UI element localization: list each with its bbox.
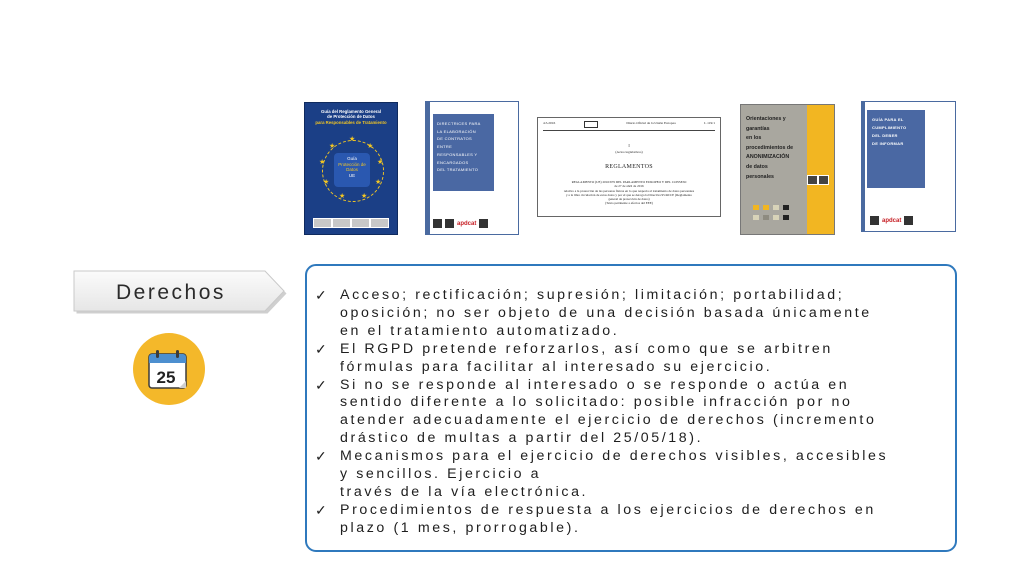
color-swatch bbox=[753, 205, 759, 210]
star-icon: ★ bbox=[361, 193, 368, 200]
list-item-line: sentido diferente a lo solicitado: posible infracción por no bbox=[340, 394, 853, 411]
doc1-title-line: para Responsables de Tratamiento bbox=[315, 119, 387, 125]
list-item-line: El RGPD pretende reforzarlos, así como que se arbitren bbox=[340, 340, 833, 357]
doc1-center-line: Datos bbox=[346, 167, 358, 172]
logo-mark bbox=[445, 219, 454, 228]
doc4-title-line: Orientaciones y bbox=[746, 116, 786, 122]
apdcat-logo: apdcat bbox=[882, 217, 902, 224]
list-item-line: Procedimientos de respuesta a los ejercicios de derechos en bbox=[340, 501, 876, 518]
star-icon: ★ bbox=[329, 143, 336, 150]
calendar-day: 25 bbox=[156, 368, 176, 387]
doc2-title-line: DE CONTRATOS bbox=[437, 136, 473, 142]
color-swatch bbox=[783, 215, 789, 220]
doc2-band bbox=[426, 102, 430, 234]
doc1-title-line: de Protección de Datos bbox=[327, 114, 375, 120]
list-item bbox=[313, 502, 945, 538]
star-icon: ★ bbox=[319, 159, 326, 166]
doc4-title-line: procedimientos de bbox=[746, 144, 794, 151]
doc3-journal-name: Diario Oficial de la Unión Europea bbox=[626, 121, 676, 125]
doc3-subtitle: (Actos legislativos) bbox=[615, 150, 643, 154]
doc4-title-line: de datos bbox=[746, 163, 768, 170]
doc1-center-line: UE bbox=[348, 172, 356, 178]
color-swatch bbox=[773, 205, 779, 210]
logo-mark bbox=[479, 219, 488, 228]
calendar-icon bbox=[146, 347, 191, 392]
list-item bbox=[313, 341, 945, 377]
doc2-title-box bbox=[433, 114, 494, 191]
logo-mark bbox=[870, 216, 879, 225]
doc2-title-line: ENTRE bbox=[437, 144, 453, 150]
list-item bbox=[313, 448, 945, 502]
star-icon: ★ bbox=[323, 179, 330, 186]
doc5-logos bbox=[870, 216, 913, 225]
checkmark-icon: ✓ bbox=[315, 340, 327, 357]
doc2-title-line: DEL TRATAMIENTO bbox=[437, 167, 479, 173]
checkmark-icon: ✓ bbox=[315, 501, 327, 518]
list-item-line: en el tratamiento automatizado. bbox=[340, 322, 620, 339]
doc3-body-line: de 27 de abril de 2016 bbox=[614, 184, 644, 189]
logo-mark bbox=[904, 216, 913, 225]
doc3-heading: REGLAMENTOS bbox=[605, 164, 653, 170]
doc4-yellow-strip bbox=[807, 105, 834, 234]
list-item-line: oposición; no ser objeto de una decisión basada únicamente bbox=[340, 304, 872, 321]
doc5-title-box bbox=[867, 110, 925, 188]
doc5-title-line: DE INFORMAR bbox=[872, 141, 904, 146]
doc2-title-line: DIRECTRICES PARA bbox=[437, 121, 481, 126]
list-item bbox=[313, 287, 945, 341]
list-item-line: Si no se responde al interesado o se responde o actúa en bbox=[340, 376, 850, 393]
list-item bbox=[313, 377, 945, 449]
doc1-center-line: Protección de bbox=[338, 161, 366, 167]
doc4-title-line: personales bbox=[746, 173, 774, 180]
doc5-title-line: DEL DEBER bbox=[872, 133, 898, 138]
list-item-line: través de la vía electrónica. bbox=[340, 483, 589, 500]
doc1-center-label bbox=[334, 153, 370, 187]
doc-thumbnail-anonimizacion bbox=[740, 104, 835, 235]
color-swatch bbox=[763, 205, 769, 210]
doc4-title bbox=[746, 115, 806, 182]
doc1-title-line: Guía del Reglamento General bbox=[321, 109, 381, 114]
list-item-line: fórmulas para facilitar al interesado su ejercicio. bbox=[340, 358, 773, 375]
derechos-label: Derechos bbox=[116, 281, 226, 304]
doc1-logos bbox=[313, 218, 389, 228]
doc5-title-line: CUMPLIMIENTO bbox=[872, 125, 907, 130]
doc3-body bbox=[543, 180, 715, 206]
list-item-line: plazo (1 mes, prorrogable). bbox=[340, 519, 581, 536]
doc1-center-line: Guía bbox=[347, 156, 357, 161]
doc3-body-line: general de protección de datos) bbox=[608, 197, 650, 202]
doc4-logo bbox=[807, 175, 829, 185]
doc-thumbnail-official-journal bbox=[537, 117, 721, 217]
star-icon: ★ bbox=[367, 143, 374, 150]
doc-thumbnail-rgpd-guide bbox=[304, 102, 398, 235]
list-item-line: atender adecuadamente el ejercicio de derechos (incremento bbox=[340, 412, 877, 429]
list-item-line: drástico de multas a partir del 25/05/18). bbox=[340, 430, 704, 447]
doc3-body-line: y a la libre circulación de estos datos y por el que se deroga la Directiva 95/46/CE (Reglamento bbox=[565, 192, 693, 197]
doc3-lang-tag bbox=[584, 121, 598, 128]
doc4-title-line: ANONIMIZACIÓN bbox=[746, 154, 790, 161]
list-item-line: Acceso; rectificación; supresión; limitación; portabilidad; bbox=[340, 287, 845, 303]
color-swatch bbox=[763, 215, 769, 220]
doc-thumbnail-directrices bbox=[425, 101, 519, 235]
doc3-body-line: (Texto pertinente a efectos del EEE) bbox=[605, 201, 653, 206]
doc4-title-line: garantías bbox=[746, 125, 770, 132]
color-swatch bbox=[783, 205, 789, 210]
doc3-page-ref: L 119/1 bbox=[704, 121, 715, 125]
star-icon: ★ bbox=[377, 159, 384, 166]
star-icon: ★ bbox=[339, 193, 346, 200]
doc1-title bbox=[311, 109, 391, 125]
doc2-title-line: ENCARGADOS bbox=[437, 159, 469, 165]
doc3-body-line: REGLAMENTO (UE) 2016/679 DEL PARLAMENTO EUROPEO Y DEL CONSEJO bbox=[571, 180, 687, 184]
color-swatch bbox=[773, 215, 779, 220]
doc3-body-line: relativo a la protección de las personas físicas en lo que respecta al tratamiento de datos personales bbox=[563, 188, 695, 193]
logo-mark bbox=[433, 219, 442, 228]
checkmark-icon: ✓ bbox=[315, 376, 327, 393]
apdcat-logo: apdcat bbox=[457, 220, 477, 227]
doc5-title-line: GUÍA PARA EL bbox=[872, 117, 904, 122]
doc5-band bbox=[862, 102, 865, 231]
list-item-line: Mecanismos para el ejercicio de derechos visibles, accesibles bbox=[340, 448, 889, 465]
doc-thumbnail-deber-informar bbox=[861, 101, 956, 232]
rights-list bbox=[313, 287, 945, 538]
star-icon: ★ bbox=[349, 136, 356, 143]
checkmark-icon: ✓ bbox=[315, 448, 327, 465]
list-item-line: y sencillos. Ejercicio a bbox=[340, 466, 542, 483]
doc2-logos bbox=[433, 219, 488, 228]
doc2-title-line: RESPONSABLES Y bbox=[437, 151, 478, 157]
color-swatch bbox=[753, 215, 759, 220]
doc3-header bbox=[543, 121, 715, 131]
doc4-title-line: en los bbox=[746, 135, 762, 142]
checkmark-icon: ✓ bbox=[315, 287, 327, 303]
doc3-section-number: I bbox=[628, 143, 630, 148]
star-icon: ★ bbox=[375, 179, 382, 186]
doc3-date: 4.5.2016 bbox=[543, 121, 556, 125]
doc2-title-line: LA ELABORACIÓN bbox=[437, 128, 476, 134]
